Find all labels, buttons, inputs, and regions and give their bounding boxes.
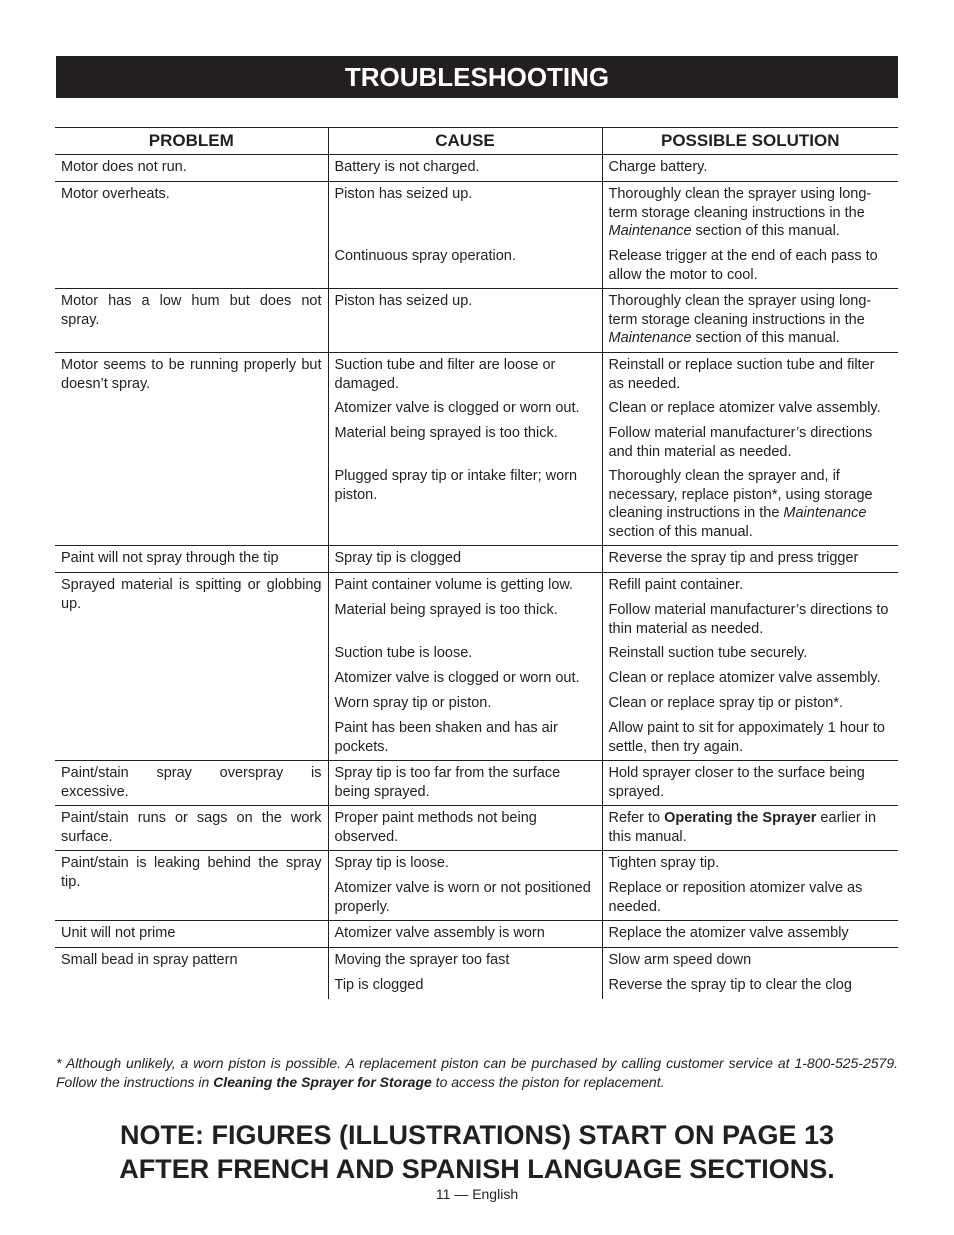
- solution-segment: Reverse the spray tip to clear the clog: [608, 977, 852, 993]
- cause-cell: [328, 761, 602, 806]
- solution-text: [609, 356, 893, 393]
- solution-text: [609, 185, 893, 241]
- table-body: [55, 155, 898, 1000]
- section-title: TROUBLESHOOTING: [56, 56, 898, 98]
- solution-segment: Replace the atomizer valve assembly: [608, 925, 849, 941]
- solution-segment: Charge battery.: [608, 159, 708, 175]
- solution-text: [609, 467, 893, 541]
- solution-segment: Follow material manufacturer’s directions to thin material as needed.: [608, 602, 889, 637]
- solution-segment: Refer to: [608, 810, 665, 826]
- cause-cell: [328, 573, 602, 761]
- table-row: [55, 921, 898, 948]
- figures-note-line-2: AFTER FRENCH AND SPANISH LANGUAGE SECTIONS.: [119, 1154, 835, 1184]
- table-row: [55, 761, 898, 806]
- solution-segment: Reverse the spray tip and press trigger: [608, 550, 859, 566]
- solution-segment: Follow material manufacturer’s directions and thin material as needed.: [608, 425, 873, 460]
- solution-segment: Reinstall suction tube securely.: [608, 645, 808, 661]
- solution-cell: [602, 806, 898, 851]
- table-row: [55, 806, 898, 851]
- solution-text: [609, 601, 893, 638]
- cause-cell: [328, 921, 602, 948]
- troubleshooting-table: [55, 127, 898, 999]
- cause-text: Piston has seized up.: [334, 186, 473, 202]
- solution-emphasis: Maintenance: [783, 505, 867, 521]
- solution-segment: Thoroughly clean the sprayer using long-term storage cleaning instructions in the: [608, 293, 872, 328]
- problem-cell: Paint/stain spray overspray is excessive.: [55, 761, 328, 806]
- cause-cell: [328, 546, 602, 573]
- cause-text: Proper paint methods not being observed.: [334, 810, 537, 845]
- problem-cell: Motor does not run.: [55, 155, 328, 182]
- solution-segment: Thoroughly clean the sprayer and, if necessary, replace piston*, using storage cleaning instructions in the: [608, 468, 873, 521]
- solution-reference: Operating the Sprayer: [664, 810, 817, 826]
- cause-text: Suction tube is loose.: [334, 645, 473, 661]
- solution-text: [609, 644, 893, 663]
- cause-text: Spray tip is loose.: [334, 855, 449, 871]
- cause-text: Suction tube and filter are loose or damaged.: [334, 357, 556, 392]
- solution-cell: [602, 155, 898, 182]
- cause-text: Paint container volume is getting low.: [334, 577, 574, 593]
- problem-cell: Paint/stain runs or sags on the work surface.: [55, 806, 328, 851]
- cause-text: Atomizer valve is clogged or worn out.: [334, 670, 580, 686]
- solution-text: [609, 424, 893, 461]
- cause-text: Atomizer valve assembly is worn: [334, 925, 545, 941]
- table-row: [55, 289, 898, 353]
- solution-segment: Release trigger at the end of each pass to allow the motor to cool.: [608, 248, 878, 283]
- table-row: [55, 546, 898, 573]
- solution-segment: Hold sprayer closer to the surface being sprayed.: [608, 765, 865, 800]
- problem-cell: Paint will not spray through the tip: [55, 546, 328, 573]
- table-row: [55, 155, 898, 182]
- problem-cell: Motor has a low hum but does not spray.: [55, 289, 328, 353]
- table-row: [55, 851, 898, 921]
- solution-text: [609, 951, 893, 970]
- solution-cell: [602, 573, 898, 761]
- solution-segment: Allow paint to sit for appoximately 1 hour to settle, then try again.: [608, 720, 885, 755]
- solution-segment: section of this manual.: [608, 523, 753, 540]
- cause-text: Atomizer valve is worn or not positioned properly.: [334, 880, 591, 915]
- solution-segment: Thoroughly clean the sprayer using long-term storage cleaning instructions in the: [608, 186, 872, 221]
- problem-cell: Paint/stain is leaking behind the spray tip.: [55, 851, 328, 921]
- page-footer: 11 — English: [435, 1186, 519, 1202]
- cause-cell: [328, 948, 602, 1000]
- cause-cell: [328, 182, 602, 289]
- solution-segment: section of this manual.: [691, 223, 840, 239]
- cause-cell: [328, 289, 602, 353]
- solution-text: [609, 719, 893, 756]
- solution-text: [609, 549, 893, 568]
- solution-segment: Clean or replace atomizer valve assembly.: [608, 400, 881, 416]
- footnote-text: * Although unlikely, a worn piston is possible. A replacement piston can be purchased by calling customer service at 1-800-525-2579. Follow the instructions in: [56, 1055, 898, 1090]
- problem-cell: Sprayed material is spitting or globbing up.: [55, 573, 328, 761]
- cause-cell: [328, 155, 602, 182]
- solution-cell: [602, 761, 898, 806]
- solution-text: [609, 976, 893, 995]
- cause-text: Battery is not charged.: [334, 159, 480, 175]
- solution-segment: Tighten spray tip.: [608, 855, 720, 871]
- table-header-row: [55, 128, 898, 155]
- solution-emphasis: Maintenance: [608, 330, 692, 346]
- column-header-solution: POSSIBLE SOLUTION: [602, 128, 898, 155]
- solution-text: [609, 924, 893, 943]
- table-row: [55, 353, 898, 546]
- cause-text: Tip is clogged: [334, 977, 424, 993]
- solution-segment: Clean or replace atomizer valve assembly.: [608, 670, 881, 686]
- solution-segment: Replace or reposition atomizer valve as needed.: [608, 880, 863, 915]
- cause-cell: [328, 851, 602, 921]
- problem-cell: Unit will not prime: [55, 921, 328, 948]
- solution-text: [609, 694, 893, 713]
- solution-cell: [602, 546, 898, 573]
- cause-text: Moving the sprayer too fast: [334, 952, 510, 968]
- cause-text: Atomizer valve is clogged or worn out.: [334, 400, 580, 416]
- solution-text: [609, 292, 893, 348]
- problem-cell: Motor overheats.: [55, 182, 328, 289]
- cause-text: Spray tip is clogged: [334, 550, 462, 566]
- cause-text: Paint has been shaken and has air pockets.: [334, 720, 558, 755]
- solution-text: [609, 158, 893, 177]
- solution-text: [609, 669, 893, 688]
- solution-text: [609, 879, 893, 916]
- solution-text: [609, 399, 893, 418]
- cause-text: Plugged spray tip or intake filter; worn piston.: [334, 468, 578, 503]
- cause-text: Spray tip is too far from the surface being sprayed.: [334, 765, 561, 800]
- solution-text: [609, 576, 893, 595]
- solution-cell: [602, 851, 898, 921]
- solution-segment: earlier in this manual.: [608, 810, 877, 845]
- solution-segment: Reinstall or replace suction tube and filter as needed.: [608, 357, 875, 392]
- figures-note-line-1: NOTE: FIGURES (ILLUSTRATIONS) START ON PAGE 13: [119, 1120, 834, 1150]
- cause-text: Material being sprayed is too thick.: [334, 425, 558, 441]
- column-header-cause: CAUSE: [328, 128, 602, 155]
- cause-text: Continuous spray operation.: [334, 248, 516, 264]
- cause-text: Material being sprayed is too thick.: [334, 602, 558, 618]
- cause-text: Piston has seized up.: [334, 293, 473, 309]
- solution-text: [609, 809, 893, 846]
- solution-segment: section of this manual.: [691, 330, 840, 346]
- solution-segment: Clean or replace spray tip or piston*.: [608, 695, 844, 711]
- cause-text: Worn spray tip or piston.: [334, 695, 492, 711]
- solution-text: [609, 854, 893, 873]
- solution-segment: Slow arm speed down: [608, 952, 752, 968]
- problem-cell: Small bead in spray pattern: [61, 952, 238, 968]
- table-row: [55, 948, 898, 1000]
- column-header-problem: PROBLEM: [55, 128, 328, 155]
- solution-text: [609, 247, 893, 284]
- solution-segment: Refill paint container.: [608, 577, 744, 593]
- figures-note: [56, 1118, 898, 1186]
- cause-cell: [328, 353, 602, 546]
- solution-cell: [602, 182, 898, 289]
- solution-cell: [602, 921, 898, 948]
- footnote-text-end: to access the piston for replacement.: [431, 1074, 665, 1090]
- table-row: [55, 573, 898, 761]
- solution-text: [609, 764, 893, 801]
- footnote-reference: Cleaning the Sprayer for Storage: [213, 1074, 432, 1090]
- solution-emphasis: Maintenance: [608, 223, 692, 239]
- solution-cell: [602, 948, 898, 1000]
- table-row: [55, 182, 898, 289]
- footnote: [56, 1054, 898, 1092]
- problem-cell: Motor seems to be running properly but doesn’t spray.: [55, 353, 328, 546]
- cause-cell: [328, 806, 602, 851]
- solution-cell: [602, 353, 898, 546]
- solution-cell: [602, 289, 898, 353]
